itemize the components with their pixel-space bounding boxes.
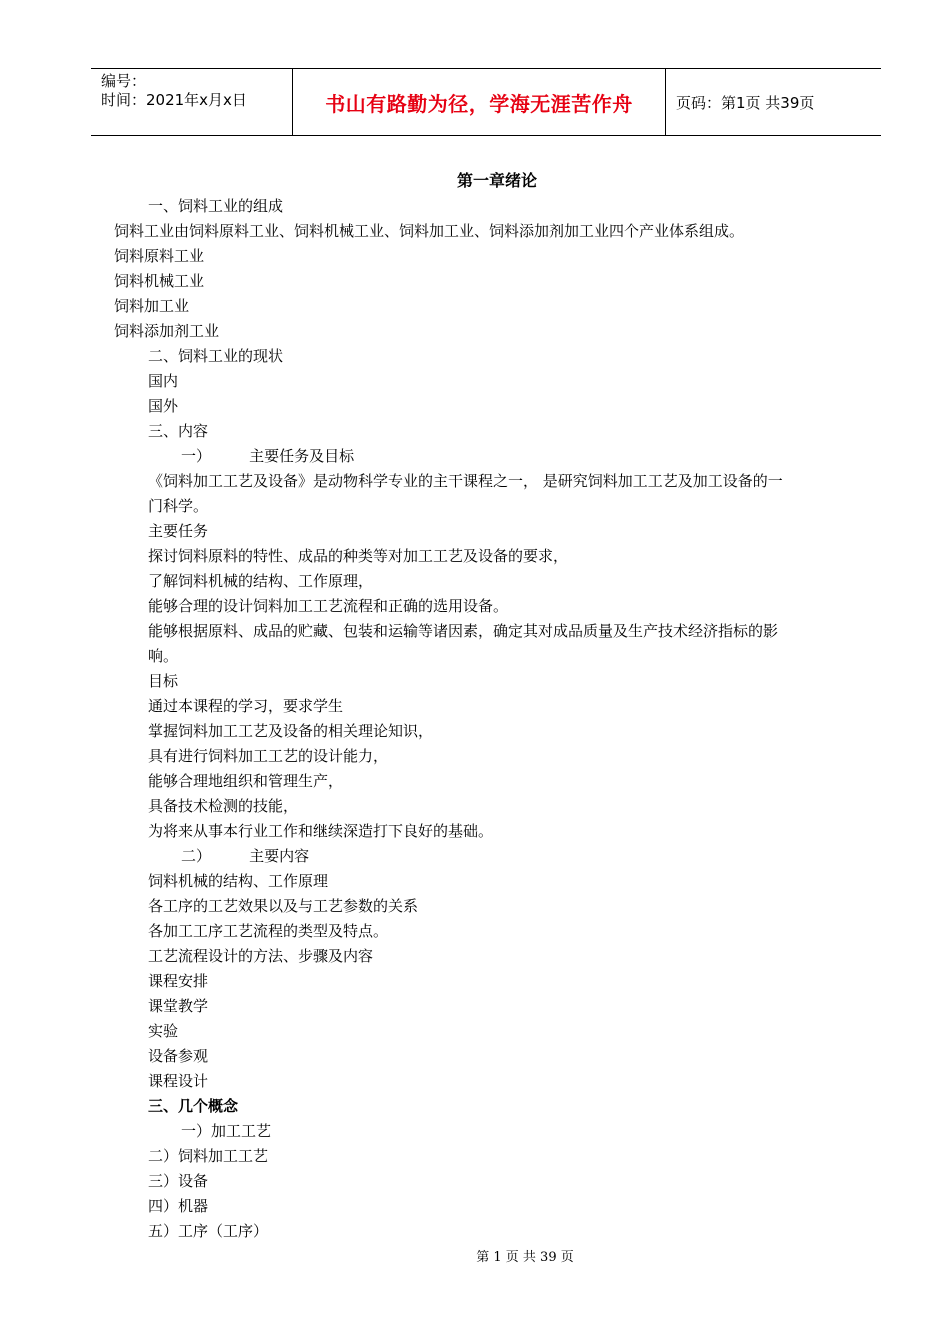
subsection-heading: 一）加工工艺 [181,1122,272,1140]
paragraph-line: 实验 [148,1022,179,1040]
paragraph-line: 具备技术检测的技能， [148,797,299,815]
page-footer [0,1246,950,1265]
number-label: 编号： [101,72,147,90]
section-heading: 二、饲料工业的现状 [148,347,284,365]
paragraph-line: 课堂教学 [148,997,209,1015]
header-meta [91,69,293,135]
paragraph-line: 饲料工业由饲料原料工业、饲料机械工业、饲料加工业、饲料添加剂加工业四个产业体系组成。 [114,222,745,240]
subsection-heading: 一） 主要任务及目标 [181,447,355,465]
subsection-heading: 四）机器 [148,1197,209,1215]
paragraph-line: 工艺流程设计的方法、步骤及内容 [148,947,374,965]
paragraph-line: 具有进行饲料加工工艺的设计能力， [148,747,389,765]
paragraph-line: 响。 [148,647,179,665]
paragraph-line: 各工序的工艺效果以及与工艺参数的关系 [148,897,419,915]
paragraph-line: 能够合理的设计饲料加工工艺流程和正确的选用设备。 [148,597,509,615]
paragraph-line: 饲料加工业 [114,297,190,315]
paragraph-line: 为将来从事本行业工作和继续深造打下良好的基础。 [148,822,494,840]
paragraph-line: 设备参观 [148,1047,209,1065]
paragraph-line: 《饲料加工工艺及设备》是动物科学专业的主干课程之一， 是研究饲料加工工艺及加工设备的一 [148,472,783,490]
paragraph-line: 通过本课程的学习，要求学生 [148,697,344,715]
paragraph-line: 饲料机械的结构、工作原理 [148,872,329,890]
subsection-heading: 二）饲料加工工艺 [148,1147,269,1165]
paragraph-line: 了解饲料机械的结构、工作原理， [148,572,374,590]
subsection-heading: 五）工序（工序） [148,1222,269,1240]
paragraph-line: 课程安排 [148,972,209,990]
paragraph-line: 国外 [148,397,179,415]
motto: 书山有路勤为径，学海无涯苦作舟 [293,69,666,135]
header-table [91,68,881,136]
section-heading: 三、内容 [148,422,209,440]
paragraph-line: 国内 [148,372,179,390]
paragraph-line: 能够合理地组织和管理生产， [148,772,344,790]
paragraph-line: 饲料机械工业 [114,272,205,290]
subsection-heading: 三）设备 [148,1172,209,1190]
paragraph-line: 掌握饲料加工工艺及设备的相关理论知识， [148,722,434,740]
section-heading: 一、饲料工业的组成 [148,197,284,215]
paragraph-line: 能够根据原料、成品的贮藏、包装和运输等诸因素，确定其对成品质量及生产技术经济指标的影 [148,622,779,640]
paragraph-line: 主要任务 [148,522,209,540]
paragraph-line: 门科学。 [148,497,209,515]
paragraph-line: 各加工工序工艺流程的类型及特点。 [148,922,389,940]
footer-page-number: 第 1 页 共 39 页 [476,1250,574,1265]
subsection-heading: 二） 主要内容 [181,847,310,865]
paragraph-line: 课程设计 [148,1072,209,1090]
paragraph-line: 饲料添加剂工业 [114,322,220,340]
section-heading: 三、几个概念 [148,1097,239,1115]
page-info: 页码：第1页 共39页 [676,93,815,112]
paragraph-line: 目标 [148,672,179,690]
chapter-title: 第一章绪论 [457,171,538,190]
time-label: 时间：2021年x月x日 [101,91,247,109]
paragraph-line: 探讨饲料原料的特性、成品的种类等对加工工艺及设备的要求， [148,547,569,565]
paragraph-line: 饲料原料工业 [114,247,205,265]
